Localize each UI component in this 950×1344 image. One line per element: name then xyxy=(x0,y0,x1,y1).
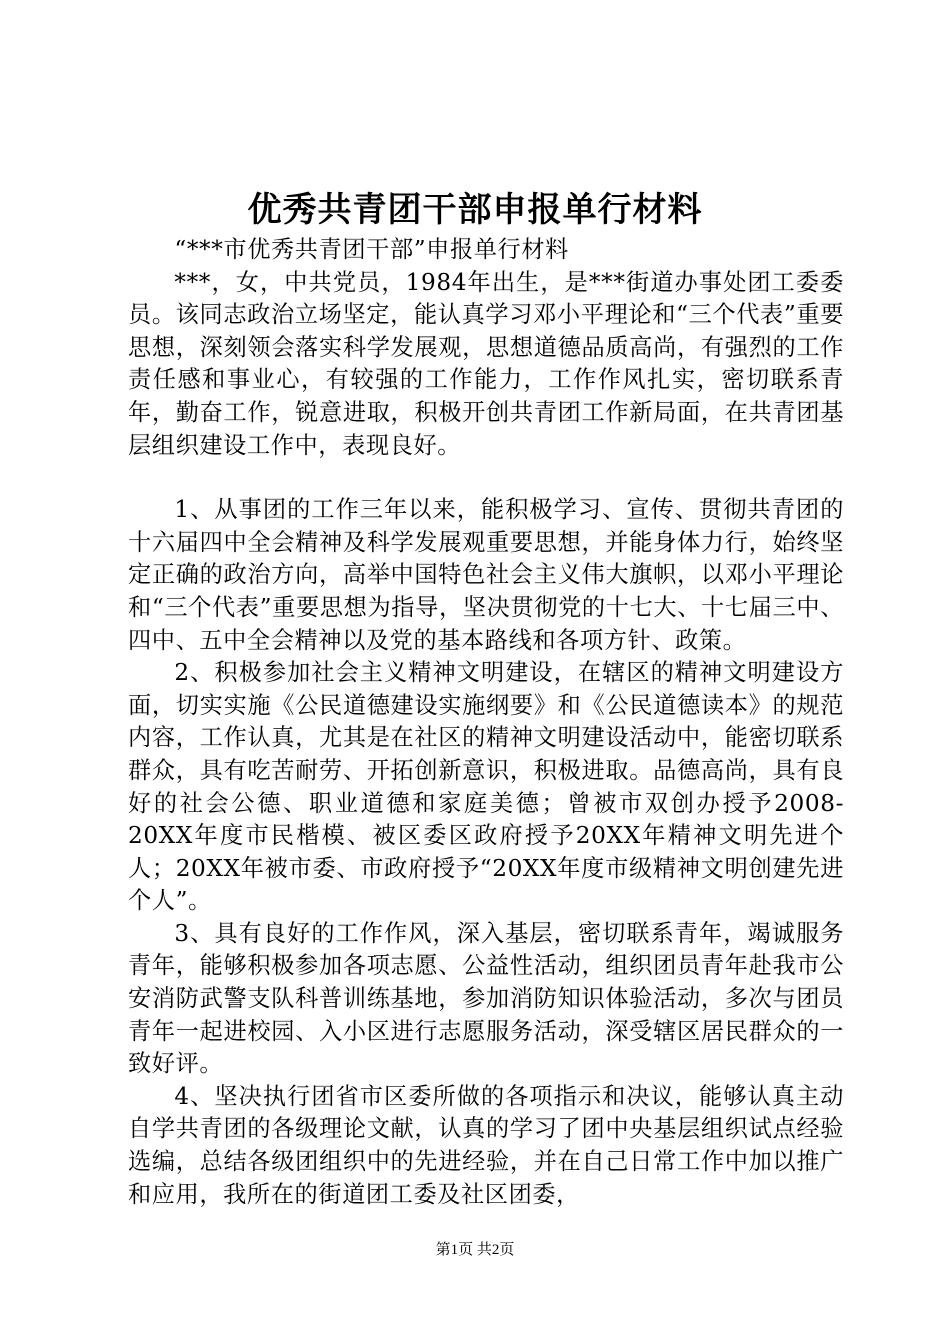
paragraph-4: 4、坚决执行团省市区委所做的各项指示和决议，能够认真主动自学共青团的各级理论文献，认真的学习了团中央基层组织试点经验选编，总结各级团组织中的先进经验，并在自己日常工作中加以推广和应用，我所在的街道团工委及社区团委， xyxy=(128,1082,844,1208)
document-title: 优秀共青团干部申报单行材料 xyxy=(247,190,703,230)
document-subtitle: “***市优秀共青团干部”申报单行材料 xyxy=(174,236,569,263)
paragraph-intro: ***，女，中共党员，1984年出生，是***街道办事处团工委委员。该同志政治立场坚定，能认真学习邓小平理论和“三个代表”重要思想，深刻领会落实科学发展观，思想道德品质高尚，有强烈的工作责任感和事业心，有较强的工作能力，工作作风扎实，密切联系青年，勤奋工作，锐意进取，积极开创共青团工作新局面，在共青团基层组织建设工作中，表现良好。 xyxy=(128,268,844,459)
paragraph-2: 2、积极参加社会主义精神文明建设，在辖区的精神文明建设方面，切实实施《公民道德建设实施纲要》和《公民道德读本》的规范内容，工作认真，尤其是在社区的精神文明建设活动中，能密切联系群众，具有吃苦耐劳、开拓创新意识，积极进取。品德高尚，具有良好的社会公德、职业道德和家庭美德；曾被市双创办授予2008-20XX年度市民楷模、被区委区政府授予20XX年精神文明先进个人；20XX年被市委、市政府授予“20XX年度市级精神文明创建先进个人”。 xyxy=(128,659,844,915)
paragraph-1: 1、从事团的工作三年以来，能积极学习、宣传、贯彻共青团的十六届四中全会精神及科学发展观重要思想，并能身体力行，始终坚定正确的政治方向，高举中国特色社会主义伟大旗帜，以邓小平理论和“三个代表”重要思想为指导，坚决贯彻党的十七大、十七届三中、四中、五中全会精神以及党的基本路线和各项方针、政策。 xyxy=(128,496,844,654)
paragraph-3: 3、具有良好的工作作风，深入基层，密切联系青年，竭诚服务青年，能够积极参加各项志愿、公益性活动，组织团员青年赴我市公安消防武警支队科普训练基地，参加消防知识体验活动，多次与团员青年一起进校园、入小区进行志愿服务活动，深受辖区居民群众的一致好评。 xyxy=(128,919,844,1078)
page-footer: 第1页 共2页 xyxy=(435,1242,515,1258)
document-body xyxy=(128,234,844,1211)
